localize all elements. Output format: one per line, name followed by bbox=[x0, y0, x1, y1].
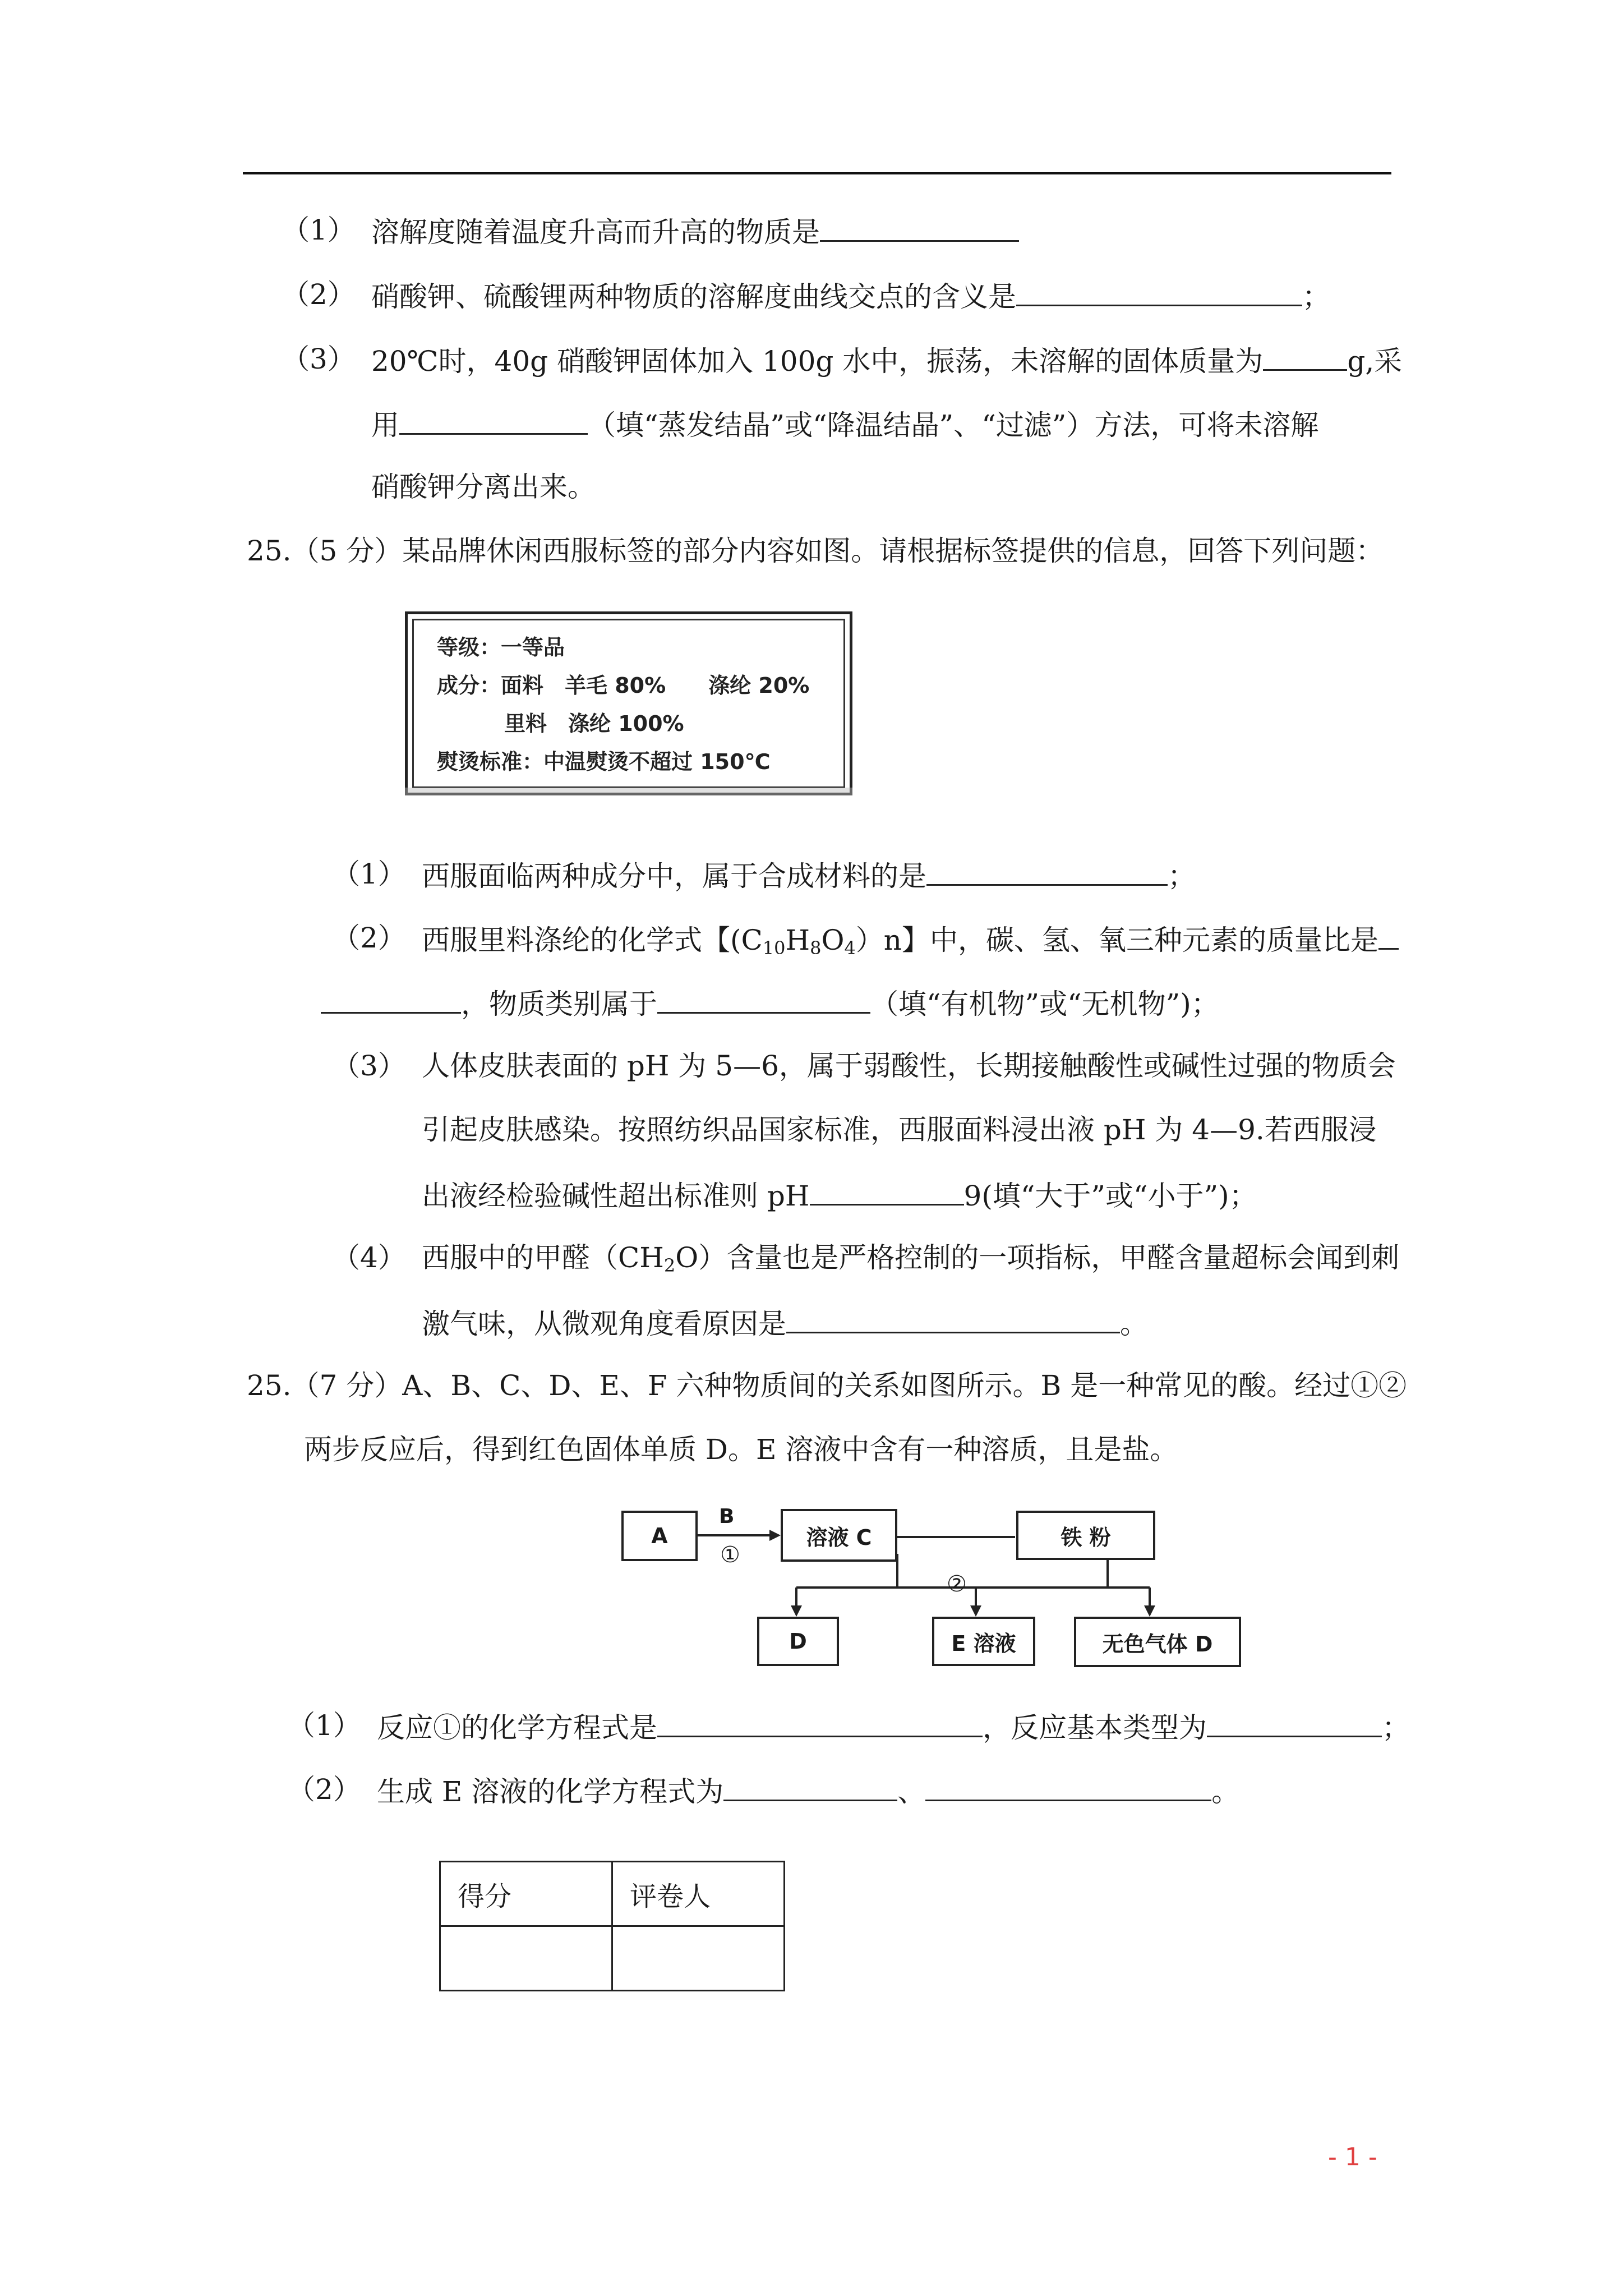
punctuation: ； bbox=[1302, 280, 1330, 313]
punctuation: ； bbox=[1382, 1711, 1410, 1744]
diagram-step-2: ② bbox=[947, 1571, 967, 1597]
q25a-item-3-line1: 人体皮肤表面的 pH 为 5—6，属于弱酸性，长期接触酸性或碱性过强的物质会 bbox=[422, 1050, 1396, 1082]
q25a-item-1-number: （1） bbox=[332, 858, 406, 890]
q24-item-3-text-c: 用 bbox=[371, 409, 399, 441]
q25a-item-2-text: ）n】中，碳、氢、氧三种元素的质量比是 bbox=[855, 924, 1379, 956]
q25a-item-3-text-b: 9(填“大于”或“小于”)； bbox=[963, 1180, 1257, 1212]
q24-item-1-text: 溶解度随着温度升高而升高的物质是 bbox=[371, 216, 820, 249]
label-grade: 等级：一等品 bbox=[437, 635, 565, 660]
q25a-item-1-text: 西服面临两种成分中，属于合成材料的是 bbox=[422, 860, 926, 892]
punctuation: ； bbox=[1168, 860, 1196, 892]
q25b-heading-line2: 两步反应后，得到红色固体单质 D。E 溶液中含有一种溶质，且是盐。 bbox=[304, 1433, 1178, 1466]
score-header: 得分 bbox=[440, 1862, 612, 1926]
diagram-box-colorless-gas: 无色气体 D bbox=[1074, 1617, 1241, 1667]
diagram-box-e-solution: E 溶液 bbox=[932, 1617, 1035, 1666]
q24-item-2-number: （2） bbox=[282, 278, 356, 311]
formula-part: 西服中的甲醛（CH bbox=[422, 1241, 664, 1274]
q25a-item-2-text-c: （填“有机物”或“无机物”)； bbox=[870, 988, 1219, 1020]
q25a-item-3-line2: 引起皮肤感染。按照纺织品国家标准，西服面料浸出液 pH 为 4—9.若西服浸 bbox=[422, 1114, 1377, 1146]
punctuation: 。 bbox=[1120, 1308, 1148, 1340]
formula-part: O bbox=[821, 924, 845, 956]
punctuation: 、 bbox=[897, 1775, 926, 1808]
formula-subscript: 2 bbox=[663, 1255, 676, 1276]
q25b-item-1-number: （1） bbox=[287, 1709, 361, 1742]
q24-item-3-text: 20℃时，40g 硝酸钾固体加入 100g 水中，振荡，未溶解的固体质量为 bbox=[371, 345, 1264, 378]
q25b-item-1-text: 反应①的化学方程式是 bbox=[377, 1711, 657, 1744]
diagram-box-a: A bbox=[621, 1511, 698, 1561]
q25b-heading-line1: 25.（7 分）A、B、C、D、E、F 六种物质间的关系如图所示。B 是一种常见的酸。经过①② bbox=[247, 1369, 1407, 1402]
grader-header: 评卷人 bbox=[612, 1862, 785, 1926]
q25a-item-4-text-b: 激气味，从微观角度看原因是 bbox=[422, 1308, 786, 1340]
answer-blank[interactable] bbox=[925, 1772, 1211, 1801]
q24-item-3-line3: 硝酸钾分离出来。 bbox=[371, 471, 596, 503]
q24-item-3-text-b: g,采 bbox=[1347, 345, 1403, 378]
label-ironing: 熨烫标准：中温熨烫不超过 150℃ bbox=[437, 749, 771, 774]
formula-subscript: 10 bbox=[762, 937, 786, 959]
formula-part: H bbox=[785, 924, 810, 956]
q24-item-1-number: （1） bbox=[282, 214, 356, 246]
q25a-item-3-number: （3） bbox=[332, 1050, 406, 1082]
q24-item-3-number: （3） bbox=[282, 343, 356, 375]
diagram-label-b: B bbox=[719, 1505, 735, 1528]
q24-item-3-text-d: （填“蒸发结晶”或“降温结晶”、“过滤”）方法，可将未溶解 bbox=[588, 409, 1319, 441]
q25a-heading: 25.（5 分）某品牌休闲西服标签的部分内容如图。请根据标签提供的信息，回答下列问题： bbox=[247, 535, 1384, 567]
label-composition: 成分：面料 羊毛 80% 涤纶 20% bbox=[437, 673, 810, 698]
q25a-item-4-text: O）含量也是严格控制的一项指标，甲醛含量超标会闻到刺 bbox=[675, 1241, 1400, 1274]
q25b-item-2-number: （2） bbox=[287, 1773, 361, 1806]
answer-blank[interactable] bbox=[723, 1772, 897, 1801]
page-number: - 1 - bbox=[1328, 2143, 1377, 2171]
score-cell[interactable] bbox=[440, 1926, 612, 1991]
answer-blank[interactable] bbox=[657, 1708, 983, 1737]
q25b-item-1 bbox=[377, 1708, 1410, 1746]
diagram-box-d: D bbox=[757, 1617, 839, 1666]
q25a-item-2-number: （2） bbox=[332, 922, 406, 954]
q25b-item-2 bbox=[377, 1772, 1239, 1810]
diagram-box-solution-c: 溶液 C bbox=[781, 1509, 897, 1562]
diagram-step-1: ① bbox=[720, 1542, 740, 1568]
formula-subscript: 4 bbox=[844, 937, 856, 959]
answer-blank[interactable] bbox=[1207, 1708, 1382, 1737]
q25a-item-4-number: （4） bbox=[332, 1241, 406, 1274]
q25a-item-2-text-b: ，物质类别属于 bbox=[461, 988, 657, 1020]
q25b-item-1-text-b: ，反应基本类型为 bbox=[983, 1711, 1207, 1744]
score-table bbox=[439, 1861, 785, 1991]
formula-subscript: 8 bbox=[810, 937, 822, 959]
diagram-box-iron-powder: 铁 粉 bbox=[1016, 1511, 1155, 1560]
formula-part: 西服里料涤纶的化学式【(C bbox=[422, 924, 763, 956]
q25a-item-3-text: 出液经检验碱性超出标准则 pH bbox=[422, 1180, 810, 1212]
grader-cell[interactable] bbox=[612, 1926, 785, 1991]
label-lining: 里料 涤纶 100% bbox=[504, 711, 684, 736]
punctuation: 。 bbox=[1211, 1775, 1240, 1808]
q24-item-2-text: 硝酸钾、硫酸锂两种物质的溶解度曲线交点的含义是 bbox=[371, 280, 1016, 313]
q25b-item-2-text: 生成 E 溶液的化学方程式为 bbox=[377, 1775, 724, 1808]
